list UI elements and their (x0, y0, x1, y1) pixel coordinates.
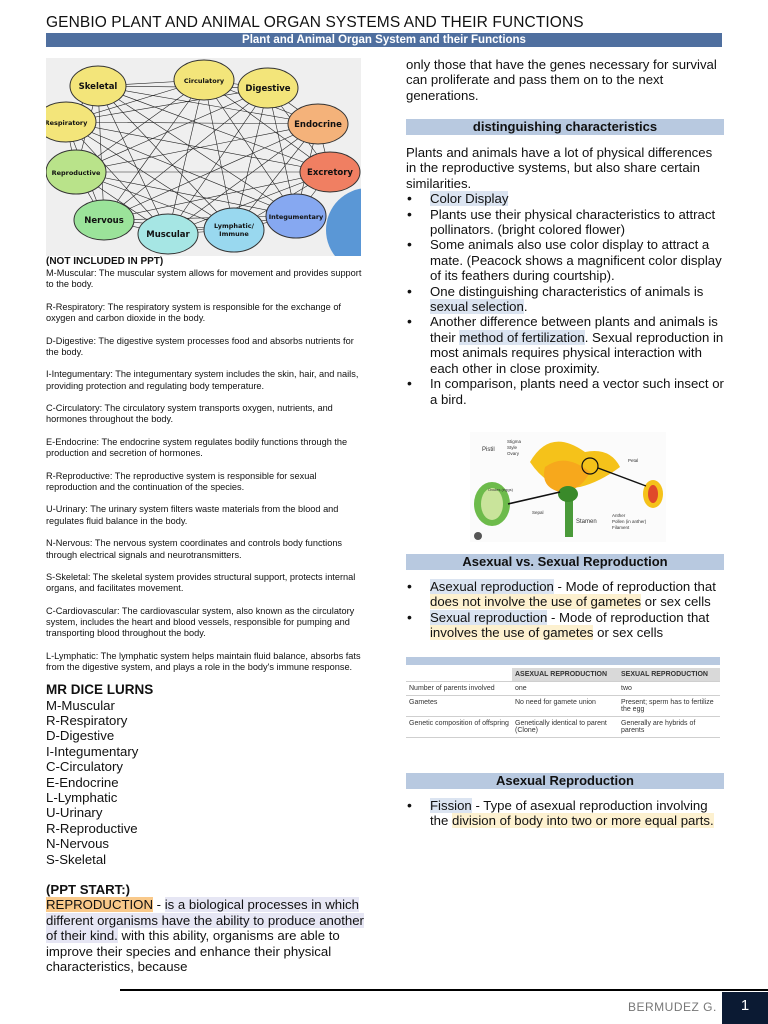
dash: - (152, 897, 165, 913)
organ-node-label: Respiratory (46, 119, 88, 127)
label-petal: Petal (628, 458, 639, 463)
sexual-selection-term: sexual selection (430, 299, 524, 315)
color-display-term: Color Display (430, 191, 509, 207)
distinguishing-intro: Plants and animals have a lot of physical differences in the reproductive systems, but also share certain similarities. (406, 145, 713, 191)
list-item (406, 610, 724, 641)
table-header: SEXUAL REPRODUCTION (618, 668, 720, 682)
mnemonic-item: E-Endocrine (46, 774, 119, 790)
reproduction-def-highlight: is a biological processes in which different organisms have the ability to produce another of their kind. (46, 897, 364, 944)
label-stigma: Stigma (507, 439, 522, 444)
sexual-term: Sexual reproduction (430, 609, 548, 625)
label-stamen: Stamen (576, 519, 597, 525)
list-item: • Plants use their physical characteristics to attract pollinators. (bright colored flower) (406, 207, 724, 238)
table-row (406, 717, 720, 738)
text: - Type of asexual reproduction involving the (430, 798, 708, 829)
organ-notes (46, 268, 366, 673)
table-cell: No need for gamete union (512, 696, 618, 717)
mnemonic-item: R-Respiratory (46, 713, 128, 728)
table-cell: Generally are hybrids of parents (618, 717, 720, 738)
text: - Mode of reproduction that (547, 609, 710, 625)
reproduction-modes-list (406, 579, 724, 641)
organ-node-label: Muscular (146, 230, 190, 240)
list-item: • In comparison, plants need a vector such insect or a bird. (406, 376, 724, 407)
note-integumentary: I-Integumentary: The integumentary system includes the skin, hair, and nails, providing protection and regulating body temperature. (46, 369, 359, 391)
reproduction-definition (46, 897, 366, 974)
organ-node-label: Endocrine (294, 120, 342, 130)
table-cell: Genetic composition of offspring (406, 717, 512, 738)
note-circulatory: C-Circulatory: The circulatory system transports oxygen, nutrients, and hormones throughout the body. (46, 403, 333, 425)
organ-node-label: Digestive (245, 84, 291, 94)
fission-term: Fission (430, 798, 472, 813)
note-heading: (NOT INCLUDED IN PPT) (46, 256, 164, 267)
list-item (406, 191, 724, 206)
note-lymphatic: L-Lymphatic: The lymphatic system helps maintain fluid balance, absorbs fats from the digestive system, and plays a role in the body's immune response. (46, 650, 361, 673)
mnemonic-item: R-Reproductive (46, 820, 138, 836)
label-style: Style (507, 445, 518, 450)
list-item: • Some animals also use color display to attract a mate. (Peacock shows a magnificent color display of its feathers during courtship). (406, 237, 724, 283)
table-header: ASEXUAL REPRODUCTION (512, 668, 618, 682)
label-ovules: Ovules (eggs) (488, 487, 513, 492)
organ-node-label: Reproductive (51, 169, 101, 177)
note-urinary: U-Urinary: The urinary system filters waste materials from the blood and regulates fluid balance in the body. (46, 504, 339, 526)
fission-highlight: division of body into two or more equal parts. (452, 813, 714, 829)
table-cell: Present; sperm has to fertilize the egg (618, 696, 720, 717)
organ-node-label: Nervous (84, 216, 124, 226)
fertilization-term: method of fertilization (459, 329, 585, 345)
mnemonic-item: D-Digestive (46, 728, 115, 744)
footer-divider (120, 989, 768, 991)
organ-node-label: Integumentary (268, 213, 324, 221)
distinguishing-heading: distinguishing characteristics (406, 119, 724, 135)
flower-diagram (470, 432, 666, 542)
asexual-vs-sexual-heading: Asexual vs. Sexual Reproduction (406, 554, 724, 570)
note-muscular: M-Muscular: The muscular system allows for movement and provides support to the body. (46, 268, 362, 290)
list-item (406, 284, 724, 315)
document-title: GENBIO PLANT AND ANIMAL ORGAN SYSTEMS AND THEIR FUNCTIONS (46, 14, 584, 31)
organ-node-label: Lymphatic/ Immune (214, 222, 254, 238)
asexual-types-list (406, 798, 724, 829)
ppt-start-label: (PPT START:) (46, 882, 130, 898)
comparison-table (406, 668, 720, 738)
mnemonic-item: N-Nervous (46, 836, 110, 852)
label-anther: Anther (612, 513, 626, 518)
divider-bar (406, 657, 720, 665)
note-nervous: N-Nervous: The nervous system coordinates and controls body functions through electrical signals and neurotransmitters. (46, 538, 343, 560)
text: or sex cells (641, 594, 711, 610)
organ-systems-diagram (46, 58, 361, 256)
text: - Mode of reproduction that (553, 579, 716, 594)
list-item (406, 579, 724, 610)
mnemonic-item: C-Circulatory (46, 759, 123, 775)
label-pollen: Pollen (in anther) (612, 519, 647, 524)
continuation-text: only those that have the genes necessary for survival can proliferate and pass them on to the next generations. (406, 57, 717, 103)
copyright-icon (474, 532, 482, 540)
table-row (406, 682, 720, 696)
organ-node-label: Excretory (307, 168, 353, 178)
organ-node-label: Skeletal (78, 82, 118, 92)
text: One distinguishing characteristics of animals is (430, 283, 704, 299)
sexual-highlight: involves the use of gametes (430, 625, 594, 641)
note-digestive: D-Digestive: The digestive system processes food and absorbs nutrients for the body. (46, 335, 354, 357)
label-pistil: Pistil (482, 447, 495, 453)
mnemonic-item: U-Urinary (46, 805, 103, 821)
reproduction-term: REPRODUCTION (46, 897, 153, 913)
page-number: 1 (722, 992, 768, 1024)
table-cell: Genetically identical to parent (Clone) (512, 717, 618, 738)
section-banner: Plant and Animal Organ System and their Functions (46, 33, 722, 47)
text: or sex cells (593, 625, 664, 641)
note-skeletal: S-Skeletal: The skeletal system provides structural support, protects internal organs, and facilitates movement. (46, 572, 356, 594)
list-item (406, 314, 724, 376)
mnemonic-title: MR DICE LURNS (46, 682, 154, 697)
text: Another difference between plants and animals is their (430, 314, 718, 345)
mnemonic-item: S-Skeletal (46, 851, 107, 867)
mnemonic-item: M-Muscular (46, 697, 115, 713)
text: . (523, 299, 528, 315)
asexual-highlight: does not involve the use of gametes (430, 594, 642, 610)
note-cardiovascular: C-Cardiovascular: The cardiovascular system, also known as the circulatory system, includes the heart and blood vessels, responsible for pumping and transporting blood throughout the body. (46, 605, 355, 639)
distinguishing-list (406, 191, 724, 407)
table-row (406, 696, 720, 717)
table-cell: Gametes (406, 696, 512, 717)
text: . Sexual reproduction in most animals requires physical interaction with each other in close proximity. (430, 329, 724, 376)
label-ovary: Ovary (507, 451, 520, 456)
table-cell: two (618, 682, 720, 696)
note-respiratory: R-Respiratory: The respiratory system is responsible for the exchange of oxygen and carbon dioxide in the body. (46, 301, 341, 324)
mnemonic-item: L-Lymphatic (46, 790, 118, 806)
footer-author: BERMUDEZ G. (628, 1000, 717, 1014)
mnemonic-item: I-Integumentary (46, 743, 139, 759)
note-reproductive: R-Reproductive: The reproductive system is responsible for sexual reproduction and the continuation of the species. (46, 470, 317, 492)
table-cell: Number of parents involved (406, 682, 512, 696)
label-filament: Filament (612, 525, 630, 530)
table-header (406, 668, 512, 682)
organ-node-label: Circulatory (183, 77, 225, 85)
label-sepal: Sepal (532, 510, 544, 515)
table-header-row (406, 668, 720, 682)
asexual-term: Asexual reproduction (430, 579, 554, 594)
asexual-heading: Asexual Reproduction (406, 773, 724, 789)
reproduction-def-rest: with this ability, organisms are able to improve their species and enhance their physical characteristics, because (46, 928, 340, 975)
note-endocrine: E-Endocrine: The endocrine system regulates bodily functions through the production and secretion of hormones. (46, 436, 348, 459)
table-cell: one (512, 682, 618, 696)
list-item (406, 798, 724, 829)
mnemonic-list (46, 698, 366, 867)
